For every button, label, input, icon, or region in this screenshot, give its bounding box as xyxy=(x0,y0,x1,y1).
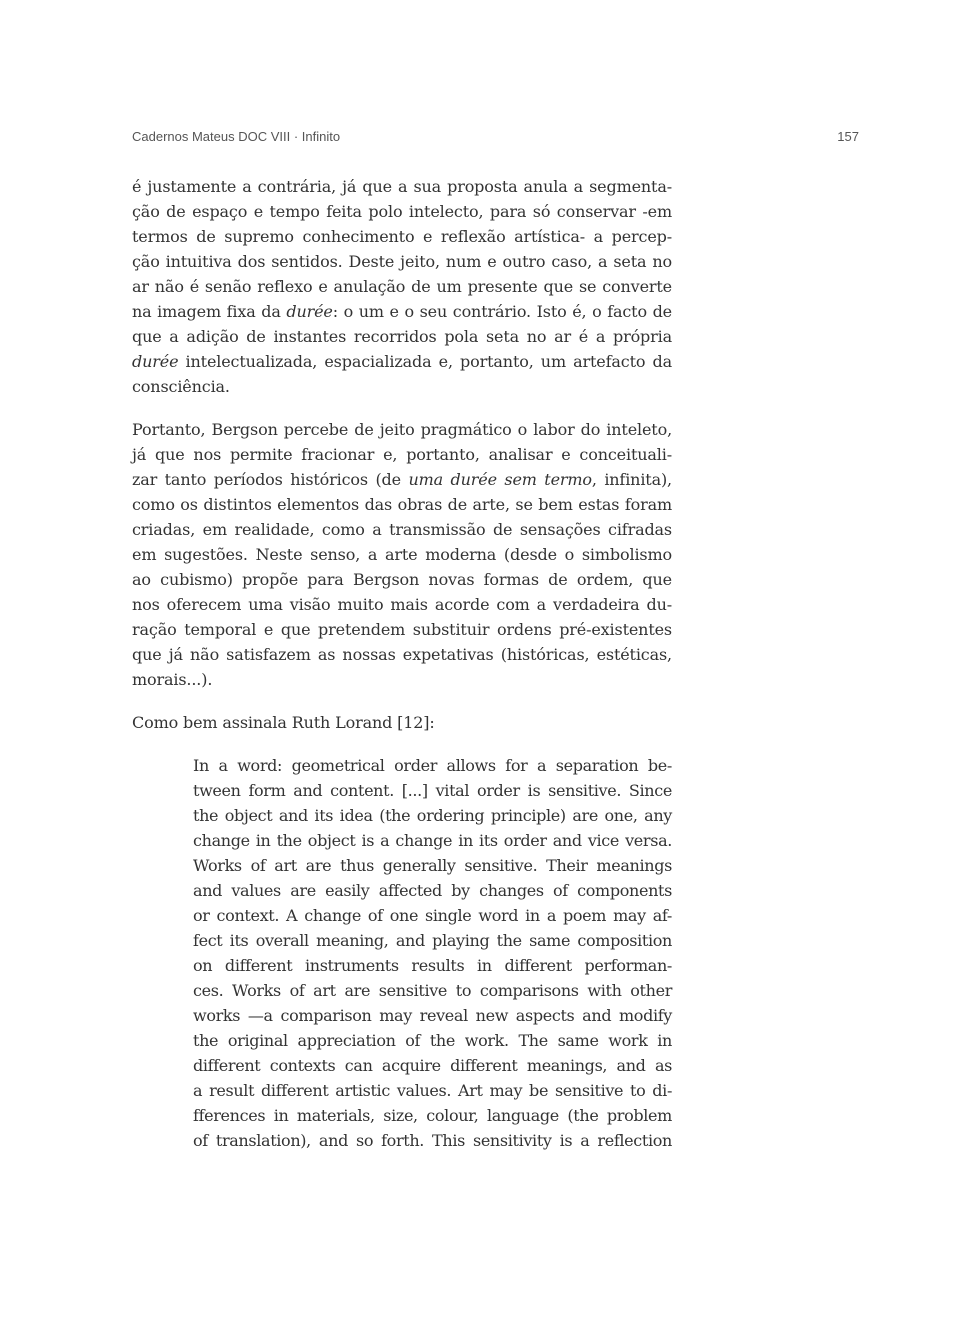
article-body xyxy=(132,174,672,1153)
quote-line: the object and its idea (the ordering principle) are one, any xyxy=(193,806,672,825)
page-number: 157 xyxy=(837,129,859,144)
quote-line: different contexts can acquire different meanings, and as xyxy=(193,1056,672,1075)
quote-line: ces. Works of art are sensitive to comparisons with other xyxy=(193,981,672,1000)
text-line: ção intuitiva dos sentidos. Deste jeito, num e outro caso, a seta no xyxy=(132,252,672,271)
quote-line: of translation), and so forth. This sensitivity is a reflection xyxy=(193,1131,672,1150)
text-line xyxy=(132,349,672,374)
text-line: que já não satisfazem as nossas expetativas (históricas, estéticas, xyxy=(132,645,672,664)
quote-line: Works of art are thus generally sensitive. Their meanings xyxy=(193,856,672,875)
text-line: em sugestões. Neste senso, a arte moderna (desde o simbolismo xyxy=(132,545,672,564)
text-line: morais...). xyxy=(132,670,213,689)
text-line: como os distintos elementos das obras de arte, se bem estas foram xyxy=(132,495,672,514)
text-line: ção de espaço e tempo feita polo intelecto, para só conservar -em xyxy=(132,202,672,221)
journal-title: Cadernos Mateus DOC VIII · Infinito xyxy=(132,129,341,144)
quote-line: the original appreciation of the work. The same work in xyxy=(193,1031,672,1050)
quote-line: a result different artistic values. Art may be sensitive to di- xyxy=(193,1081,672,1100)
paragraph-2 xyxy=(132,417,672,692)
running-header xyxy=(132,129,859,149)
quote-line: and values are easily affected by changes of components xyxy=(193,881,672,900)
text-line: criadas, em realidade, como a transmissão de sensações cifradas xyxy=(132,520,672,539)
text-line: termos de supremo conhecimento e reflexão artística- a percep- xyxy=(132,227,672,246)
text-run: , infinita), xyxy=(591,470,672,489)
text-line: nos oferecem uma visão muito mais acorde com a verdadeira du- xyxy=(132,595,672,614)
text-line: Portanto, Bergson percebe de jeito pragmático o labor do inteleto, xyxy=(132,420,672,439)
quote-line: change in the object is a change in its order and vice versa. xyxy=(193,831,672,850)
italic-phrase: uma durée sem termo xyxy=(408,470,592,489)
quote-line: works —a comparison may reveal new aspects and modify xyxy=(193,1006,672,1025)
quote-line: on different instruments results in different performan- xyxy=(193,956,672,975)
text-line: Como bem assinala Ruth Lorand [12]: xyxy=(132,713,435,732)
text-line: ração temporal e que pretendem substituir ordens pré-existentes xyxy=(132,620,672,639)
text-run: na imagem fixa da xyxy=(132,302,287,321)
paragraph-1 xyxy=(132,174,672,399)
quote-line: or context. A change of one single word in a poem may af- xyxy=(193,906,672,925)
quote-line: fferences in materials, size, colour, language (the problem xyxy=(193,1106,672,1125)
quote-line: In a word: geometrical order allows for a separation be- xyxy=(193,756,672,775)
text-line: ao cubismo) propõe para Bergson novas formas de ordem, que xyxy=(132,570,672,589)
text-line: já que nos permite fracionar e, portanto, analisar e conceituali- xyxy=(132,445,672,464)
text-line xyxy=(132,467,672,492)
italic-term: durée xyxy=(132,352,179,371)
text-line: que a adição de instantes recorridos pola seta no ar é a própria xyxy=(132,327,672,346)
quote-line: fect its overall meaning, and playing the same composition xyxy=(193,931,672,950)
text-line: ar não é senão reflexo e anulação de um presente que se converte xyxy=(132,277,672,296)
text-run: zar tanto períodos históricos (de xyxy=(132,470,409,489)
text-line: é justamente a contrária, já que a sua proposta anula a segmenta- xyxy=(132,177,672,196)
text-line: consciência. xyxy=(132,377,230,396)
italic-term: durée xyxy=(286,302,333,321)
text-run: : o um e o seu contrário. Isto é, o facto de xyxy=(332,302,672,321)
text-line xyxy=(132,299,672,324)
text-run: intelectualizada, espacializada e, portanto, um artefacto da xyxy=(178,352,672,371)
paragraph-3 xyxy=(132,710,672,735)
quote-line: tween form and content. [...] vital order is sensitive. Since xyxy=(193,781,672,800)
block-quote xyxy=(193,753,672,1153)
